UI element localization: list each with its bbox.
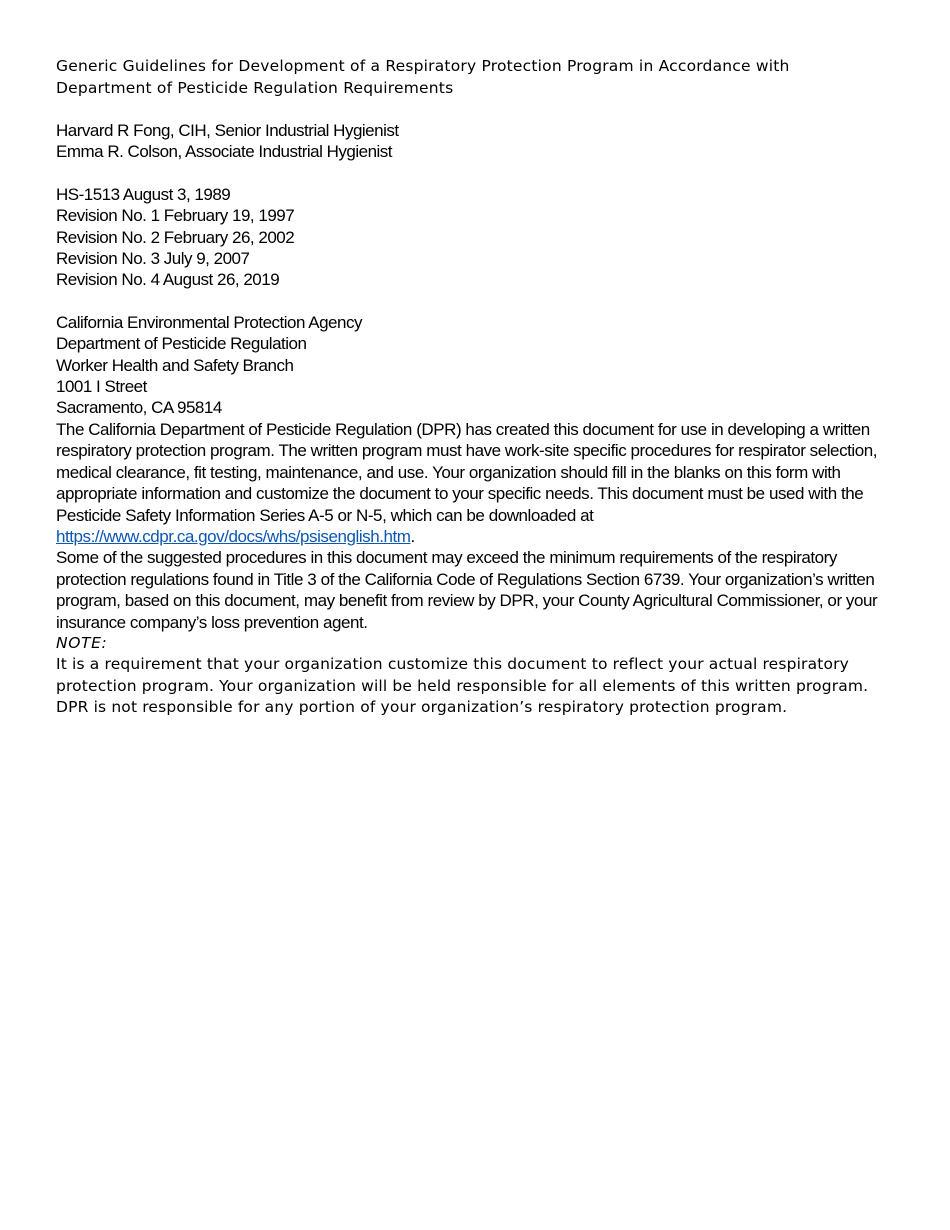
intro-text: The California Department of Pesticide Regulation (DPR) has created this document for use in developing a written respiratory protection program. The written program must have work-site specific procedures for respirator selection, medical clearance, fit testing, maintenance, and use. Your organization should fill in the blanks on this form with appropriate information and customize the document to your specific needs. This document must be used with the Pesticide Safety Information Series A-5 or N-5, which can be downloaded at — [56, 419, 877, 525]
revision-line: Revision No. 4 August 26, 2019 — [56, 270, 280, 290]
intro-paragraph — [56, 419, 896, 547]
revision-line: Revision No. 2 February 26, 2002 — [56, 227, 295, 247]
title-line-1: Generic Guidelines for Development of a Respiratory Protection Program in Accordance with — [56, 57, 790, 75]
author-line: Harvard R Fong, CIH, Senior Industrial Hygienist — [56, 121, 399, 140]
document-page — [56, 56, 896, 719]
address-line: Sacramento, CA 95814 — [56, 398, 222, 418]
intro-end: . — [410, 526, 415, 546]
psi-series-link[interactable]: https://www.cdpr.ca.gov/docs/whs/psisenglish.htm — [56, 526, 411, 546]
title-line-2: Department of Pesticide Regulation Requirements — [56, 78, 454, 97]
address-line: Department of Pesticide Regulation — [56, 334, 307, 354]
address-line: 1001 I Street — [56, 377, 147, 397]
author-line: Emma R. Colson, Associate Industrial Hygienist — [56, 142, 393, 162]
revision-line: Revision No. 3 July 9, 2007 — [56, 249, 250, 269]
revision-line: HS-1513 August 3, 1989 — [56, 184, 231, 204]
note-label: NOTE: — [56, 633, 108, 652]
revision-history — [56, 184, 896, 291]
requirements-paragraph: Some of the suggested procedures in this document may exceed the minimum requirements of the respiratory protection regulations found in Title 3 of the California Code of Regulations Section 6739. Your organization’s written program, based on this document, may benefit from review by DPR, your County Agricultural Commissioner, or your insurance company’s loss prevention agent. — [56, 548, 878, 632]
address-line: Worker Health and Safety Branch — [56, 355, 294, 375]
authors-block — [56, 120, 896, 163]
document-title — [56, 56, 896, 99]
address-line: California Environmental Protection Agency — [56, 312, 362, 332]
note-text: It is a requirement that your organization customize this document to reflect your actual respiratory protection program. Your organization will be held responsible for all elements of this written program. DPR is not responsible for any portion of your organization’s respiratory protection program. — [56, 655, 869, 717]
revision-line: Revision No. 1 February 19, 1997 — [56, 206, 295, 226]
agency-address — [56, 312, 896, 419]
